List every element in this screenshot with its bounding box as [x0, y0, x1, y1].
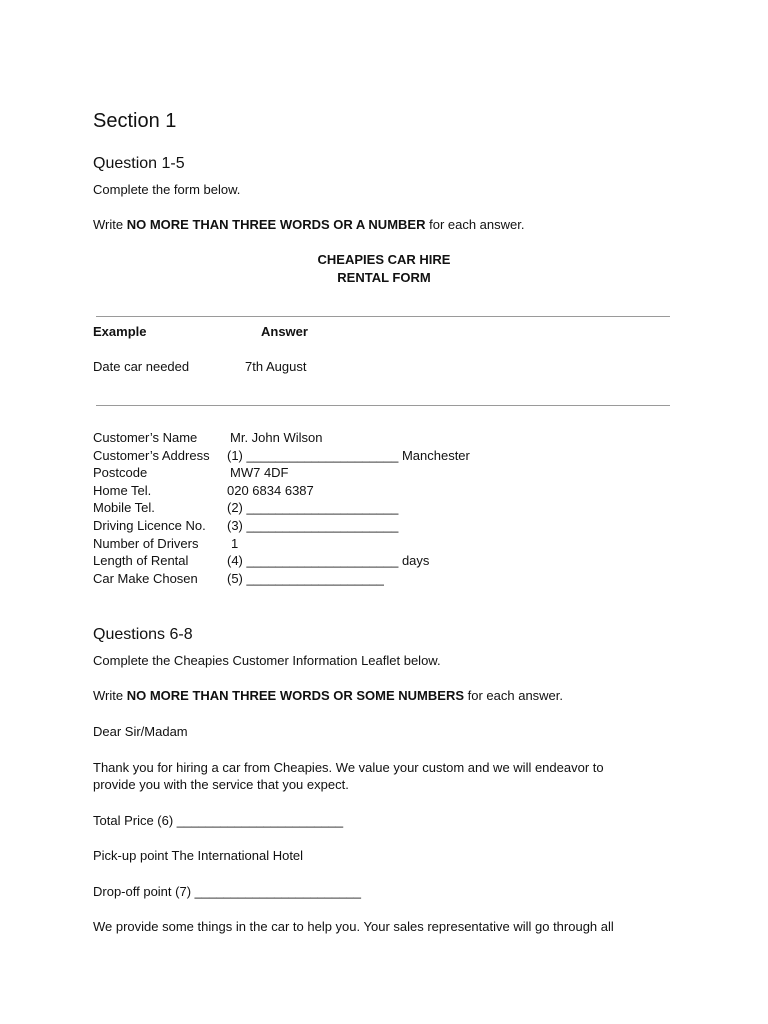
form-row-value: 1	[231, 536, 239, 551]
form-row-label: Mobile Tel.	[93, 500, 155, 515]
form-row-label: Customer’s Address	[93, 448, 210, 463]
form-row-value: Mr. John Wilson	[230, 430, 323, 445]
form-row-value: (5) ___________________	[227, 571, 384, 586]
divider-bottom	[96, 405, 670, 406]
question-1-5-word-limit	[93, 217, 524, 232]
letter-closing-line: We provide some things in the car to help you. Your sales representative will go through all	[93, 919, 614, 934]
form-row-label: Postcode	[93, 465, 148, 480]
divider-top	[96, 316, 670, 317]
word-limit-bold: NO MORE THAN THREE WORDS OR SOME NUMBERS	[126, 688, 465, 703]
form-row-value: (2) _____________________	[227, 500, 399, 515]
form-row-value: MW7 4DF	[230, 465, 289, 480]
question-1-5-instruction: Complete the form below.	[93, 182, 241, 197]
section-title: Section 1	[93, 110, 177, 132]
form-row-value: (4) _____________________ days	[227, 553, 430, 568]
word-limit-prefix: Write	[93, 688, 127, 703]
example-field-label: Date car needed	[93, 359, 190, 374]
question-6-8-instruction: Complete the Cheapies Customer Information Leaflet below.	[93, 653, 441, 668]
example-field-value: 7th August	[245, 359, 307, 374]
form-row-label: Car Make Chosen	[93, 571, 198, 586]
word-limit-suffix: for each answer.	[464, 688, 564, 703]
letter-paragraph-line-1: Thank you for hiring a car from Cheapies. We value your custom and we will endeavor to	[93, 760, 604, 775]
letter-paragraph-line-2: provide you with the service that you expect.	[93, 777, 349, 792]
form-row-label: Customer’s Name	[93, 430, 198, 445]
word-limit-suffix: for each answer.	[425, 217, 525, 232]
form-row-value: 020 6834 6387	[227, 483, 314, 498]
question-1-5-title: Question 1-5	[93, 155, 185, 172]
form-row-label: Home Tel.	[93, 483, 152, 498]
form-row-value: (1) _____________________ Manchester	[227, 448, 470, 463]
total-price-line: Total Price (6) _______________________	[93, 813, 344, 828]
pickup-point-line: Pick-up point The International Hotel	[93, 848, 304, 863]
form-row-label: Length of Rental	[93, 553, 189, 568]
word-limit-prefix: Write	[93, 217, 127, 232]
example-header: Example	[93, 324, 147, 339]
question-6-8-word-limit	[93, 688, 563, 703]
form-title-line-2: RENTAL FORM	[337, 270, 431, 285]
word-limit-bold: NO MORE THAN THREE WORDS OR A NUMBER	[126, 217, 426, 232]
form-row-label: Number of Drivers	[93, 536, 199, 551]
form-row-label: Driving Licence No.	[93, 518, 206, 533]
form-row-value: (3) _____________________	[227, 518, 399, 533]
question-6-8-title: Questions 6-8	[93, 626, 193, 643]
form-title-line-1: CHEAPIES CAR HIRE	[317, 252, 451, 267]
answer-header: Answer	[261, 324, 308, 339]
letter-salutation: Dear Sir/Madam	[93, 724, 188, 739]
dropoff-point-line: Drop-off point (7) _______________________	[93, 884, 361, 899]
